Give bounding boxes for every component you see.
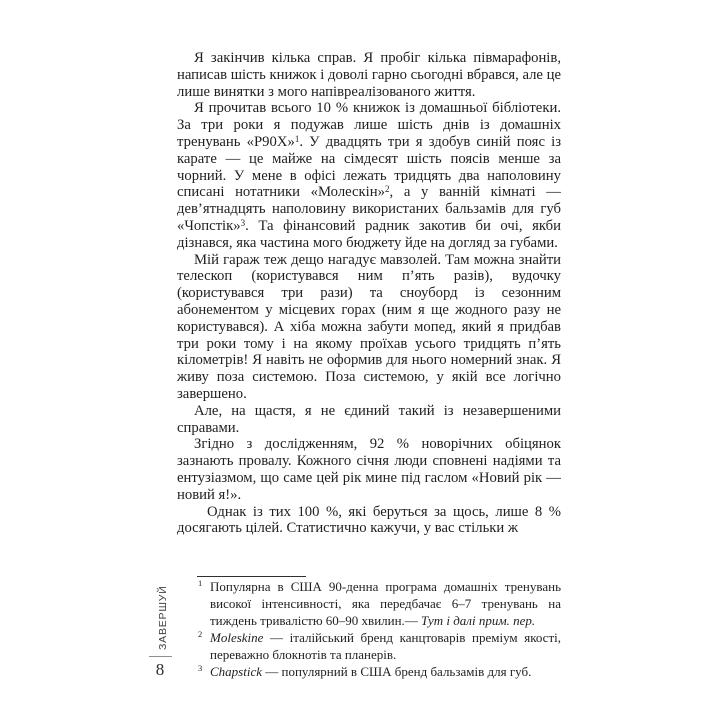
- paragraph: [177, 100, 561, 251]
- text-run: Однак із тих 100 %, які беруться за щось, лише 8 % досягають цілей. Статистично кажучи, у вас стільки ж: [177, 503, 561, 537]
- text-run: , а у ванній кімнаті — дев’ятнадцять наполовину використаних бальзамів для губ «Чопстік»: [177, 184, 561, 234]
- italic-text: Тут і далі прим. пер.: [421, 612, 536, 628]
- page-number: 8: [155, 660, 165, 679]
- footnote-marker: 3: [198, 662, 203, 673]
- paragraph: [177, 50, 561, 100]
- italic-text: Chapstick: [210, 663, 262, 679]
- footnote-separator: [197, 576, 306, 577]
- text-run: Згідно з дослідженням, 92 % новорічних обіцянок зазнають провалу. Кожного січня люди сповнені надіями та ентузіазмом, що саме цей рік мине під гаслом «Новий рік — новий я!».: [177, 436, 561, 503]
- text-run: Мій гараж теж дещо нагадує мавзолей. Там можна знайти телескоп (користувався ним п’ять разів), вудочку (користувався три рази) та сноуборд із сезонним абонементом у місцевих горах (ним я ще жодного разу не користувався). А хіба можна забути мопед, який я придбав три роки тому і на якому проїхав усього тридцять п’ять кілометрів! Я навіть не оформив для нього номерний знак. Я живу поза системою. Поза системою, у якій все логічно завершено.: [177, 251, 561, 402]
- paragraph: [177, 436, 561, 503]
- italic-text: Moleskine: [210, 629, 264, 645]
- text-run: Популярна в США 90-денна програма домашніх тренувань високої інтенсивності, яка передбачає 6–7 тренувань на тиждень тривалістю 60–90 хвилин.—: [210, 579, 561, 628]
- sidebar-divider: [149, 656, 172, 657]
- footnote-item: [197, 579, 561, 630]
- text-run: Але, на щастя, я не єдиний такий із незавершеними справами.: [177, 402, 561, 436]
- text-run: . У двадцять три я здобув синій пояс із карате — це майже на сімдесят шість поясів менше за чорний. У мене в офісі лежать тридцять два наполовину списані нотатники «Молескін»: [177, 133, 562, 201]
- footnote-reference: 2: [384, 184, 390, 195]
- paragraph: [177, 252, 561, 403]
- text-run: Я прочитав всього 10 % книжок із домашньої бібліотеки. За три роки я подужав лише шість днів із домашніх тренувань «P90X»: [177, 100, 561, 150]
- footnote-reference: 3: [240, 217, 246, 228]
- text-run: — популярний в США бренд бальзамів для губ.: [262, 663, 532, 679]
- body-text: [177, 50, 561, 537]
- paragraph: [177, 504, 561, 538]
- footnote-item: [197, 664, 561, 681]
- text-run: Я закінчив кілька справ. Я пробіг кілька півмарафонів, написав шість книжок і доволі гарно сьогодні вбрався, але це лише винятки з мого напівреалізованого життя.: [177, 50, 561, 100]
- footnote-marker: 2: [198, 628, 203, 639]
- text-run: — італійський бренд канцтоварів преміум якості, переважно блокнотів та планерів.: [210, 629, 561, 662]
- footnote-marker: 1: [198, 578, 203, 588]
- sidebar-chapter-label: ЗАВЕРШУЙ: [157, 585, 169, 651]
- footnotes: [197, 579, 561, 680]
- text-run: . Та фінансовий радник закотив би очі, якби дізнався, яка частина мого бюджету йде на догляд за губами.: [177, 217, 561, 251]
- footnote-item: [197, 630, 561, 664]
- paragraph: [177, 403, 561, 437]
- footnote-reference: 1: [294, 133, 300, 144]
